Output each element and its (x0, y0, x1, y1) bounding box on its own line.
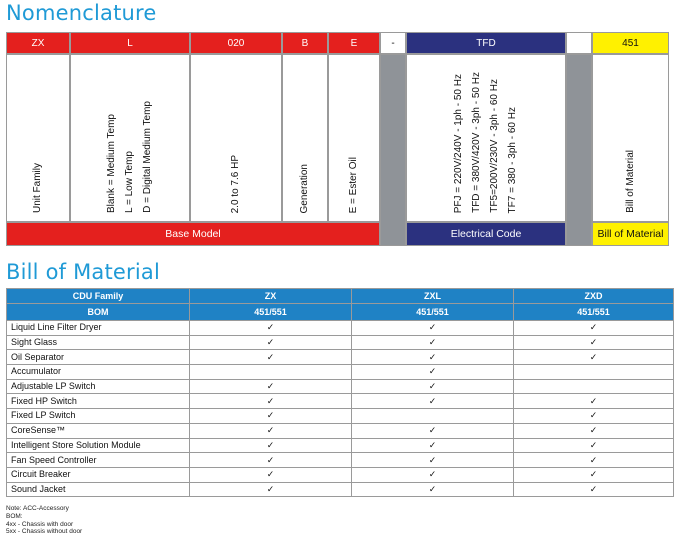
check-icon: ✓ (190, 379, 352, 394)
code-oil: E (328, 32, 380, 54)
component-name: Fixed LP Switch (7, 409, 190, 424)
table-row (7, 423, 674, 438)
footer-bill-of-material: Bill of Material (592, 222, 669, 246)
component-name: Oil Separator (7, 350, 190, 365)
desc-temp-line-1: Blank = Medium Temp (106, 113, 117, 213)
table-row (7, 482, 674, 497)
code-hp: 020 (190, 32, 282, 54)
component-name: Adjustable LP Switch (7, 379, 190, 394)
desc-gray-right (566, 54, 592, 246)
table-row (7, 365, 674, 380)
check-icon: ✓ (352, 394, 514, 409)
component-name: Intelligent Store Solution Module (7, 438, 190, 453)
header-bom-zx: 451/551 (190, 304, 352, 321)
bom-table (6, 288, 674, 497)
component-name: CoreSense™ (7, 423, 190, 438)
desc-generation (282, 54, 328, 222)
check-icon: ✓ (352, 335, 514, 350)
code-spacer (566, 32, 592, 54)
check-icon: ✓ (352, 482, 514, 497)
header-cdu-family: CDU Family (7, 289, 190, 304)
component-name: Fan Speed Controller (7, 453, 190, 468)
desc-hp (190, 54, 282, 222)
header-bom-zxl: 451/551 (352, 304, 514, 321)
header-bom-zxd: 451/551 (514, 304, 674, 321)
check-icon: ✓ (352, 467, 514, 482)
header-family-zx: ZX (190, 289, 352, 304)
table-row (7, 438, 674, 453)
check-icon: ✓ (190, 335, 352, 350)
desc-electrical-line-2: TFD = 380V/420V - 3ph - 50 Hz (471, 72, 482, 213)
table-row (7, 321, 674, 336)
check-icon: ✓ (514, 350, 674, 365)
header-family-zxd: ZXD (514, 289, 674, 304)
check-icon: ✓ (514, 467, 674, 482)
check-icon: ✓ (514, 321, 674, 336)
desc-temp-line-3: D = Digital Medium Temp (142, 101, 153, 213)
check-icon: ✓ (352, 379, 514, 394)
code-electrical: TFD (406, 32, 566, 54)
check-icon: ✓ (352, 365, 514, 380)
check-icon: ✓ (352, 438, 514, 453)
desc-generation-text: Generation (299, 163, 310, 213)
check-icon: ✓ (514, 335, 674, 350)
header-family-zxl: ZXL (352, 289, 514, 304)
note-line-1: Note: ACC-Accessory (6, 505, 69, 512)
code-temp: L (70, 32, 190, 54)
desc-electrical-line-4: TF7 = 380 - 3ph - 60 Hz (507, 106, 518, 213)
desc-bom-text: Bill of Material (624, 150, 636, 213)
check-icon: ✓ (514, 453, 674, 468)
desc-family (6, 54, 70, 222)
footer-electrical-code: Electrical Code (406, 222, 566, 246)
check-icon: ✓ (190, 438, 352, 453)
check-icon: ✓ (190, 423, 352, 438)
notes (6, 505, 82, 536)
desc-oil (328, 54, 380, 222)
desc-electrical-line-3: TF5=200V/230V - 3ph - 60 Hz (489, 79, 500, 213)
table-row (7, 453, 674, 468)
check-icon: ✓ (352, 350, 514, 365)
check-icon: ✓ (514, 394, 674, 409)
table-row (7, 409, 674, 424)
check-icon: ✓ (514, 438, 674, 453)
desc-hp-text: 2.0 to 7.6 HP (230, 154, 241, 213)
desc-electrical-line-1: PFJ = 220V/240V - 1ph - 50 Hz (453, 73, 464, 213)
check-icon (352, 409, 514, 424)
check-icon: ✓ (190, 394, 352, 409)
component-name: Sight Glass (7, 335, 190, 350)
code-dash: - (380, 32, 406, 54)
check-icon: ✓ (190, 350, 352, 365)
check-icon: ✓ (514, 423, 674, 438)
check-icon: ✓ (190, 321, 352, 336)
table-row (7, 379, 674, 394)
footer-base-model: Base Model (6, 222, 380, 246)
component-name: Sound Jacket (7, 482, 190, 497)
code-bom: 451 (592, 32, 669, 54)
table-row (7, 467, 674, 482)
desc-temp-line-2: L = Low Temp (124, 151, 135, 213)
table-row (7, 350, 674, 365)
check-icon: ✓ (190, 482, 352, 497)
desc-family-text: Unit Family (32, 162, 43, 213)
bom-heading: Bill of Material (6, 260, 161, 284)
code-family: ZX (6, 32, 70, 54)
desc-bom (592, 54, 669, 222)
note-line-2: BOM: (6, 512, 23, 520)
bom-code-header-row (7, 304, 674, 321)
check-icon (190, 365, 352, 380)
check-icon: ✓ (190, 453, 352, 468)
note-line-4: 5xx - Chassis without door (6, 528, 83, 536)
component-name: Circuit Breaker (7, 467, 190, 482)
desc-electrical (406, 54, 566, 222)
nomenclature-heading: Nomenclature (6, 1, 157, 25)
component-name: Accumulator (7, 365, 190, 380)
bom-family-header-row (7, 289, 674, 304)
note-line-3: 4xx - Chassis with door (6, 520, 74, 528)
check-icon: ✓ (352, 321, 514, 336)
check-icon: ✓ (352, 423, 514, 438)
check-icon (514, 379, 674, 394)
header-bom: BOM (7, 304, 190, 321)
component-name: Liquid Line Filter Dryer (7, 321, 190, 336)
desc-oil-text: E = Ester Oil (348, 156, 359, 213)
desc-gray-left (380, 54, 406, 246)
check-icon: ✓ (190, 409, 352, 424)
check-icon: ✓ (352, 453, 514, 468)
check-icon: ✓ (514, 482, 674, 497)
code-generation: B (282, 32, 328, 54)
check-icon (514, 365, 674, 380)
table-row (7, 394, 674, 409)
desc-temp (70, 54, 190, 222)
check-icon: ✓ (514, 409, 674, 424)
check-icon: ✓ (190, 467, 352, 482)
table-row (7, 335, 674, 350)
component-name: Fixed HP Switch (7, 394, 190, 409)
